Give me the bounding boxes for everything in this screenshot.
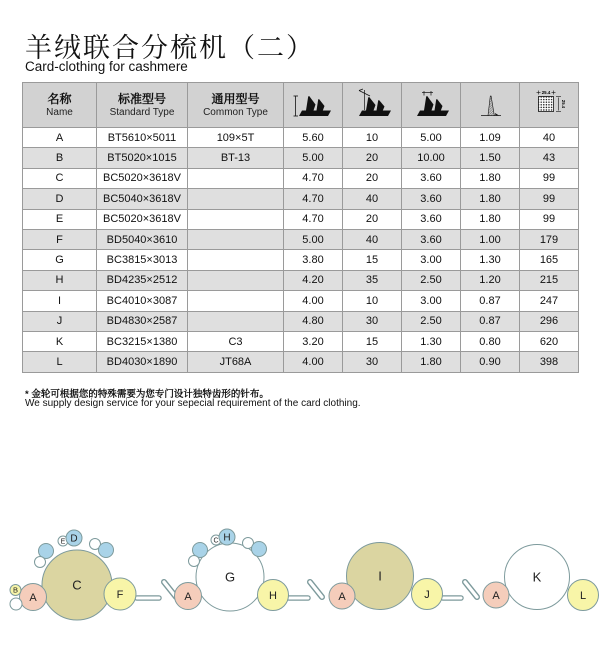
footnote-en: We supply design service for your sepecial requirement of the card clothing. [25, 398, 361, 409]
cell-value: 20 [343, 168, 402, 188]
col-tooth-front-angle [343, 83, 402, 128]
cell-standard-type: BC3815×3013 [97, 250, 188, 270]
density-dim-top: 25.4 [541, 90, 551, 95]
cell-name: A [23, 128, 97, 148]
cell-value: 1.50 [461, 148, 520, 168]
roller [35, 557, 46, 568]
header-row [23, 83, 579, 128]
cell-name: H [23, 270, 97, 290]
cell-value: 5.60 [284, 128, 343, 148]
table-row [23, 331, 579, 351]
roller-label: I [378, 568, 382, 584]
cell-value: 5.00 [402, 128, 461, 148]
cell-common-type: 109×5T [188, 128, 284, 148]
cell-common-type [188, 291, 284, 311]
machine-2 [164, 529, 308, 611]
points-density-icon [527, 88, 571, 122]
roller-label: K [532, 569, 542, 585]
cell-common-type: BT-13 [188, 148, 284, 168]
table-row [23, 189, 579, 209]
cell-common-type [188, 189, 284, 209]
cell-value: 15 [343, 331, 402, 351]
cell-value: 30 [343, 352, 402, 372]
cell-name: K [23, 331, 97, 351]
col-tooth-thickness [461, 83, 520, 128]
col-standard-zh: 标准型号 [117, 91, 166, 106]
cell-value: 5.00 [284, 229, 343, 249]
cell-value: 1.80 [402, 352, 461, 372]
tooth-front-angle-icon [350, 88, 394, 122]
cell-name: B [23, 148, 97, 168]
machine-1 [10, 530, 159, 620]
cell-value: 10 [343, 291, 402, 311]
cell-standard-type: BC4010×3087 [97, 291, 188, 311]
col-tooth-total-height [284, 83, 343, 128]
cell-name: D [23, 189, 97, 209]
roller-label: H [223, 532, 231, 544]
cell-common-type: JT68A [188, 352, 284, 372]
roller-label: E [60, 538, 66, 546]
density-dim-right: 25.4 [561, 99, 566, 109]
tooth-total-height-icon [291, 88, 335, 122]
cell-value: 4.70 [284, 189, 343, 209]
roller-label: G [224, 569, 236, 585]
roller-label: L [579, 589, 587, 602]
cell-value: 1.09 [461, 128, 520, 148]
cell-value: 30 [343, 311, 402, 331]
cell-value: 10 [343, 128, 402, 148]
cell-value: 4.80 [284, 311, 343, 331]
roller [99, 543, 114, 558]
cell-value: 215 [520, 270, 579, 290]
col-points-density [520, 83, 579, 128]
cell-standard-type: BD4235×2512 [97, 270, 188, 290]
cell-value: 3.60 [402, 189, 461, 209]
roller-label: A [29, 591, 37, 604]
machine-4 [465, 545, 599, 611]
col-name-zh: 名称 [47, 91, 72, 106]
col-name [23, 83, 97, 128]
cell-standard-type: BC3215×1380 [97, 331, 188, 351]
table-row [23, 311, 579, 331]
cell-name: I [23, 291, 97, 311]
cell-standard-type: BC5020×3618V [97, 168, 188, 188]
col-standard-en: Standard Type [109, 106, 175, 118]
cell-common-type [188, 311, 284, 331]
cell-value: 165 [520, 250, 579, 270]
table-row [23, 128, 579, 148]
machines-svg [0, 520, 600, 660]
cell-standard-type: BC5040×3618V [97, 189, 188, 209]
cell-value: 43 [520, 148, 579, 168]
cell-name: J [23, 311, 97, 331]
roller [10, 598, 22, 610]
table-row [23, 229, 579, 249]
roller-label: B [12, 585, 19, 595]
cell-value: 179 [520, 229, 579, 249]
roller-label: A [338, 590, 346, 603]
cell-common-type [188, 229, 284, 249]
roller-label: C [213, 537, 219, 545]
table-row [23, 168, 579, 188]
col-common-en: Common Type [203, 106, 268, 118]
cell-value: 3.20 [284, 331, 343, 351]
col-name-en: Name [46, 106, 73, 118]
cell-name: L [23, 352, 97, 372]
cell-common-type [188, 270, 284, 290]
roller-label: J [424, 588, 430, 601]
roller-label: F [116, 588, 124, 601]
cell-value: 10.00 [402, 148, 461, 168]
cell-value: 40 [343, 189, 402, 209]
cell-standard-type: BD4030×1890 [97, 352, 188, 372]
cell-value: 40 [520, 128, 579, 148]
cell-value: 4.00 [284, 291, 343, 311]
roller-label: H [269, 589, 277, 602]
cell-value: 1.20 [461, 270, 520, 290]
col-common-zh: 通用型号 [211, 91, 260, 106]
roller-label: A [492, 589, 500, 602]
cell-name: C [23, 168, 97, 188]
cell-value: 20 [343, 148, 402, 168]
cell-value: 1.00 [461, 229, 520, 249]
cell-value: 247 [520, 291, 579, 311]
table-row [23, 209, 579, 229]
cell-value: 0.87 [461, 291, 520, 311]
cell-value: 398 [520, 352, 579, 372]
footnote-zh: * 金轮可根据您的特殊需要为您专门设计独特齿形的针布。 [25, 389, 269, 400]
cell-common-type [188, 168, 284, 188]
cell-standard-type: BD4830×2587 [97, 311, 188, 331]
cell-value: 20 [343, 209, 402, 229]
cell-name: G [23, 250, 97, 270]
cell-value: 1.80 [461, 189, 520, 209]
roller-label: C [72, 577, 82, 593]
cell-standard-type: BD5040×3610 [97, 229, 188, 249]
table-row [23, 291, 579, 311]
cell-value: 99 [520, 168, 579, 188]
cell-value: 15 [343, 250, 402, 270]
spec-table [22, 82, 579, 373]
cell-common-type [188, 209, 284, 229]
cell-value: 99 [520, 209, 579, 229]
cell-value: 4.70 [284, 209, 343, 229]
page-subtitle: Card-clothing for cashmere [25, 59, 188, 74]
cell-value: 1.80 [461, 168, 520, 188]
cell-value: 296 [520, 311, 579, 331]
cell-value: 99 [520, 189, 579, 209]
cell-value: 4.20 [284, 270, 343, 290]
cell-common-type [188, 250, 284, 270]
spec-table-body [23, 128, 579, 373]
cell-value: 2.50 [402, 270, 461, 290]
roller [252, 542, 267, 557]
tooth-thickness-icon [468, 88, 512, 122]
col-common-type [188, 83, 284, 128]
cell-value: 0.80 [461, 331, 520, 351]
page-title: 羊绒联合分梳机（二） [25, 33, 315, 63]
cell-value: 0.90 [461, 352, 520, 372]
feed-plate-inner [310, 582, 322, 597]
cell-common-type: C3 [188, 331, 284, 351]
table-row [23, 148, 579, 168]
cell-value: 5.00 [284, 148, 343, 168]
cell-standard-type: BT5020×1015 [97, 148, 188, 168]
cell-value: 1.30 [461, 250, 520, 270]
cell-value: 0.87 [461, 311, 520, 331]
cell-value: 4.70 [284, 168, 343, 188]
table-row [23, 352, 579, 372]
cell-value: 1.80 [461, 209, 520, 229]
cell-value: 3.80 [284, 250, 343, 270]
cell-value: 4.00 [284, 352, 343, 372]
cell-value: 620 [520, 331, 579, 351]
cell-value: 1.30 [402, 331, 461, 351]
machine-3 [310, 543, 461, 610]
tooth-point-depth-icon [409, 88, 453, 122]
cell-value: 3.00 [402, 250, 461, 270]
cell-name: E [23, 209, 97, 229]
cell-value: 3.60 [402, 229, 461, 249]
col-standard-type [97, 83, 188, 128]
col-tooth-point-depth [402, 83, 461, 128]
table-row [23, 250, 579, 270]
cell-standard-type: BC5020×3618V [97, 209, 188, 229]
roller-label: D [70, 533, 78, 545]
feed-plate-inner [465, 582, 477, 597]
cell-value: 3.00 [402, 291, 461, 311]
cell-name: F [23, 229, 97, 249]
roller-label: A [184, 590, 192, 603]
table-row [23, 270, 579, 290]
roller [189, 556, 200, 567]
cell-value: 2.50 [402, 311, 461, 331]
cell-value: 40 [343, 229, 402, 249]
cell-value: 35 [343, 270, 402, 290]
cell-standard-type: BT5610×5011 [97, 128, 188, 148]
cell-value: 3.60 [402, 168, 461, 188]
cell-value: 3.60 [402, 209, 461, 229]
